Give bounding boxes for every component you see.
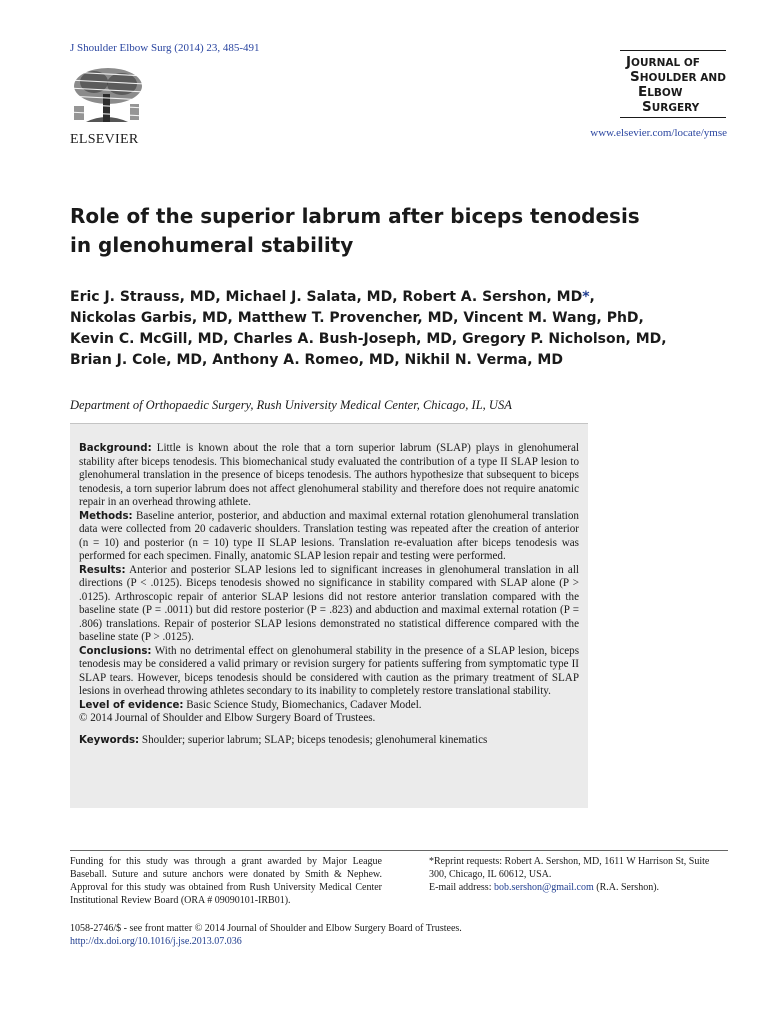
reprint-footnote: [415, 855, 728, 894]
abstract-copyright: © 2014 Journal of Shoulder and Elbow Surgery Board of Trustees.: [79, 712, 376, 724]
author-list: [70, 287, 750, 371]
author-line-3: Kevin C. McGill, MD, Charles A. Bush-Joseph, MD, Gregory P. Nicholson, MD,: [70, 331, 667, 347]
elsevier-tree-logo: [68, 66, 146, 130]
author-email-link[interactable]: bob.sershon@gmail.com: [493, 882, 594, 893]
abstract-level-of-evidence: Level of evidence: Basic Science Study, Biomechanics, Cadaver Model.: [79, 698, 422, 711]
author-line-1: Eric J. Strauss, MD, Michael J. Salata, MD, Robert A. Sershon, MD*,: [70, 289, 595, 305]
corresponding-author-mark[interactable]: *: [582, 289, 590, 305]
journal-line-1: JOURNAL OF: [626, 54, 700, 70]
reprint-requests: *Reprint requests: Robert A. Sershon, MD, 1611 W Harrison St, Suite 300, Chicago, IL 60612, USA.: [429, 856, 710, 880]
doi-link[interactable]: http://dx.doi.org/10.1016/j.jse.2013.07.036: [70, 936, 242, 947]
abstract-box: [70, 423, 588, 808]
journal-masthead: [620, 50, 726, 118]
abstract-results: Results: Anterior and posterior SLAP lesions led to significant increases in glenohumeral translation in all directions (P < .0125). Biceps tenodesis showed no significance in stability compared with SLAP alone (P > .0125). Arthroscopic repair of anterior SLAP lesions did not restore anterior translation compared with the baseline state (P = .0011) but did restore posterior (P = .823) and abduction and maximal external rotation (P = .806) translations. Repair of posterior SLAP lesions demonstrated no statistical difference compared with the baseline state (P > .0125).: [79, 563, 579, 643]
journal-line-3: ELBOW: [638, 84, 683, 100]
abstract-methods: Methods: Baseline anterior, posterior, and abduction and maximal external rotation glenohumeral translation data were collected from 20 cadaveric shoulders. Translation testing was repeated after the creation of anterior (n = 10) and posterior (n = 10) type II SLAP lesions. Translation re-evaluation after biceps tenodesis was performed for each specimen. Finally, anatomic SLAP lesion repair and testing were performed.: [79, 509, 579, 562]
author-line-2: Nickolas Garbis, MD, Matthew T. Provencher, MD, Vincent M. Wang, PhD,: [70, 310, 644, 326]
abstract-keywords: Keywords: Shoulder; superior labrum; SLAP; biceps tenodesis; glenohumeral kinematics: [79, 733, 488, 746]
abstract-background: Background: Little is known about the role that a torn superior labrum (SLAP) plays in glenohumeral stability after biceps tenodesis. This biomechanical study evaluated the contribution of a type II SLAP lesion to glenohumeral translation in the presence of biceps tenodesis. The authors hypothesize that subsequent to biceps tenodesis, a torn superior labrum does not affect glenohumeral stability and therefore does not require anatomic repair in an overhead throwing athlete.: [79, 442, 579, 508]
title-line-2: in glenohumeral stability: [70, 233, 354, 257]
funding-footnote: Funding for this study was through a grant awarded by Major League Baseball. Suture and suture anchors were donated by Smith & Nephew. Approval for this study was obtained from Rush University Medical Center Institutional Review Board (ORA # 09090101-IRB01).: [70, 856, 382, 906]
citation-link[interactable]: J Shoulder Elbow Surg (2014) 23, 485-491: [70, 42, 260, 54]
email-line: E-mail address: bob.sershon@gmail.com (R.A. Sershon).: [429, 882, 660, 893]
journal-homepage-link[interactable]: www.elsevier.com/locate/ymse: [590, 127, 727, 139]
article-title: [70, 202, 720, 260]
title-line-1: Role of the superior labrum after biceps tenodesis: [70, 204, 640, 228]
affiliation: Department of Orthopaedic Surgery, Rush University Medical Center, Chicago, IL, USA: [70, 398, 512, 412]
journal-line-2: SHOULDER AND: [630, 69, 726, 85]
abstract-conclusions: Conclusions: With no detrimental effect on glenohumeral stability in the presence of a SLAP lesion, biceps tenodesis may be considered a valid primary or revision surgery for patients suffering from symptomatic type II SLAP tears. However, biceps tenodesis should be considered with caution as the primary treatment of SLAP lesions in overhead throwing athletes secondary to its inability to completely restore translational stability.: [79, 644, 580, 697]
author-line-4: Brian J. Cole, MD, Anthony A. Romeo, MD, Nikhil N. Verma, MD: [70, 352, 563, 368]
publisher-name: ELSEVIER: [70, 132, 139, 147]
footnote-divider: [70, 850, 728, 851]
issn-copyright: 1058-2746/$ - see front matter © 2014 Journal of Shoulder and Elbow Surgery Board of Trustees.: [70, 923, 462, 934]
journal-line-4: SURGERY: [642, 99, 700, 115]
article-meta-footer: [70, 922, 462, 948]
